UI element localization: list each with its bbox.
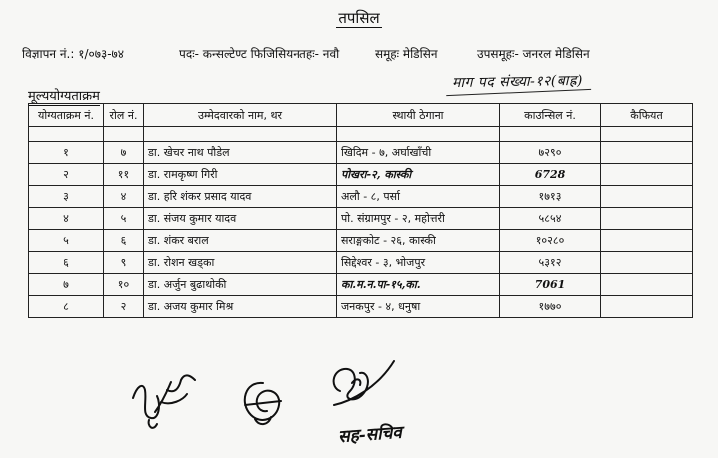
- header-roll: रोल नं.: [104, 104, 144, 127]
- name-cell: डा. हरि शंकर प्रसाद यादव: [144, 186, 337, 208]
- rank-cell: ७: [29, 274, 104, 296]
- address-cell: सिद्देश्वर - ३, भोजपुर: [337, 252, 500, 274]
- header-address: स्थायी ठेगाना: [337, 104, 500, 127]
- name-cell: डा. संजय कुमार यादव: [144, 208, 337, 230]
- handwritten-vacancy-count: माग पद संख्या-१२(बाह्र): [451, 72, 583, 92]
- header-remarks: कैफियत: [601, 104, 693, 127]
- council-cell: 7061: [500, 274, 601, 296]
- header-council: काउन्सिल नं.: [500, 104, 601, 127]
- table-row: [29, 274, 693, 296]
- address-cell: अलौ - ८, पर्सा: [337, 186, 500, 208]
- council-cell: ७२९०: [500, 142, 601, 164]
- roll-cell: ५: [104, 208, 144, 230]
- roll-cell: ११: [104, 164, 144, 186]
- rank-cell: २: [29, 164, 104, 186]
- name-cell: डा. रामकृष्ण गिरी: [144, 164, 337, 186]
- advertisement-number: विज्ञापन नं.: १/०७३-७४: [22, 47, 125, 61]
- address-cell: पो. संग्रामपुर - २, महोत्तरी: [337, 208, 500, 230]
- remarks-cell: [601, 252, 693, 274]
- rank-cell: १: [29, 142, 104, 164]
- table-row: [29, 186, 693, 208]
- post-title: पदः- कन्सल्टेण्ट फिजिसियन: [179, 47, 300, 61]
- table-row: [29, 164, 693, 186]
- level: तहः- नवौ: [299, 47, 340, 61]
- table-row: [29, 252, 693, 274]
- page-title: तपसिल: [338, 9, 380, 27]
- header-rank: योग्यताक्रम नं.: [29, 104, 104, 127]
- signature-1: [125, 368, 205, 436]
- council-cell: 6728: [500, 164, 601, 186]
- group: समूहः मेडिसिन: [375, 47, 438, 61]
- rank-cell: ५: [29, 230, 104, 252]
- roll-cell: २: [104, 296, 144, 318]
- remarks-cell: [601, 164, 693, 186]
- signature-3: [322, 357, 400, 415]
- rank-cell: ४: [29, 208, 104, 230]
- rank-cell: ६: [29, 252, 104, 274]
- roll-cell: ४: [104, 186, 144, 208]
- signature-2: [233, 375, 293, 431]
- address-cell: जनकपुर - ४, धनुषा: [337, 296, 500, 318]
- council-cell: १०२८०: [500, 230, 601, 252]
- council-cell: ५३१२: [500, 252, 601, 274]
- name-cell: डा. शंकर बराल: [144, 230, 337, 252]
- remarks-cell: [601, 296, 693, 318]
- roll-cell: ९: [104, 252, 144, 274]
- merit-list-table: [28, 103, 693, 318]
- name-cell: डा. अर्जुन बुढाथोकी: [144, 274, 337, 296]
- name-cell: डा. अजय कुमार मिश्र: [144, 296, 337, 318]
- roll-cell: ६: [104, 230, 144, 252]
- table-row: [29, 142, 693, 164]
- remarks-cell: [601, 274, 693, 296]
- rank-cell: ८: [29, 296, 104, 318]
- address-cell: पोखरा-२, कास्की: [337, 164, 500, 186]
- name-cell: डा. रोशन खड्का: [144, 252, 337, 274]
- table-spacer-row: [29, 127, 693, 142]
- secretary-signature-label: सह-सचिव: [337, 422, 403, 448]
- remarks-cell: [601, 186, 693, 208]
- roll-cell: ७: [104, 142, 144, 164]
- subgroup: उपसमूहः- जनरल मेडिसिन: [477, 47, 590, 61]
- remarks-cell: [601, 208, 693, 230]
- remarks-cell: [601, 142, 693, 164]
- name-cell: डा. खेचर नाथ पौडेल: [144, 142, 337, 164]
- header-name: उम्मेदवारको नाम, थर: [144, 104, 337, 127]
- council-cell: १७१३: [500, 186, 601, 208]
- remarks-cell: [601, 230, 693, 252]
- address-cell: सराङ्गकोट - २६, कास्की: [337, 230, 500, 252]
- table-row: [29, 208, 693, 230]
- table-row: [29, 296, 693, 318]
- section-title: मूल्ययोग्यताक्रम: [28, 86, 100, 106]
- council-cell: १७७०: [500, 296, 601, 318]
- address-cell: खिदिम - ७, अर्घाखाँची: [337, 142, 500, 164]
- address-cell: का.म.न.पा-१५,का.: [337, 274, 500, 296]
- rank-cell: ३: [29, 186, 104, 208]
- table-row: [29, 230, 693, 252]
- roll-cell: १०: [104, 274, 144, 296]
- table-header-row: [29, 104, 693, 127]
- council-cell: ५८५४: [500, 208, 601, 230]
